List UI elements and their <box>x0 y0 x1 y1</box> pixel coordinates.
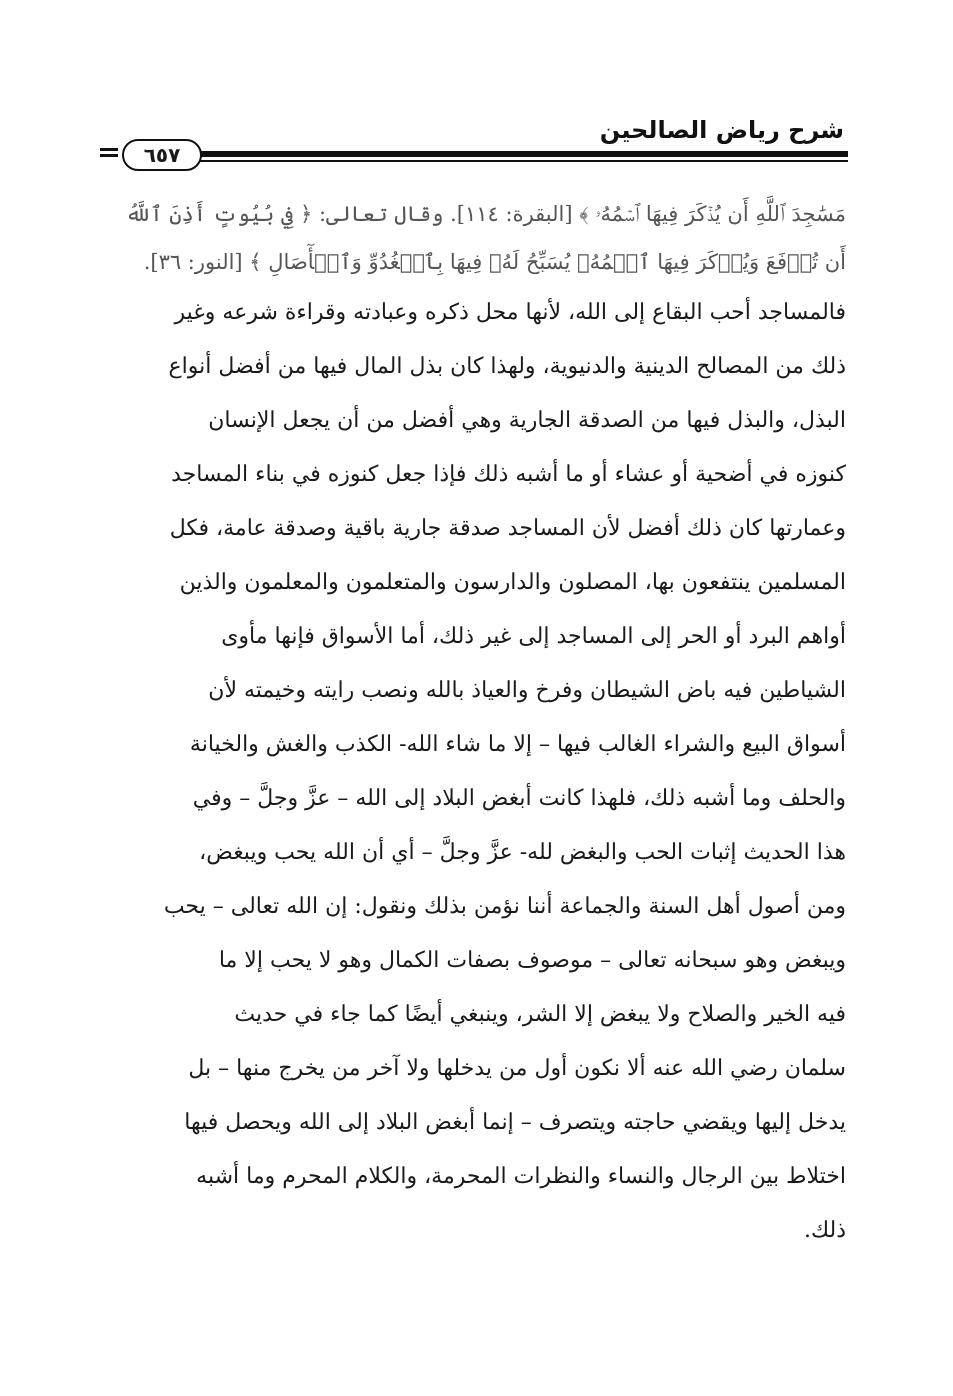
text-line: يدخل إليها ويقضي حاجته ويتصرف – إنما أبغض البلاد إلى الله ويحصل فيها <box>184 1110 846 1135</box>
text-line: ذلك. <box>803 1218 846 1243</box>
text-line: وعمارتها كان ذلك أفضل لأن المساجد صدقة جارية باقية وصدقة عامة، فكل <box>169 516 846 541</box>
page-number-badge <box>100 139 204 169</box>
quran-verses <box>104 190 846 286</box>
body-paragraph <box>104 286 846 1258</box>
page-header <box>100 112 848 174</box>
text-line: والحلف وما أشبه ذلك، فلهذا كانت أبغض البلاد إلى الله – عزَّ وجلَّ – وفي <box>192 786 846 811</box>
text-line: اختلاط بين الرجال والنساء والنظرات المحرمة، والكلام المحرم وما أشبه <box>196 1164 846 1189</box>
text-line: المسلمين ينتفعون بها، المصلون والدارسون والمتعلمون والمعلمون والذين <box>179 570 846 595</box>
text-line: أسواق البيع والشراء الغالب فيها – إلا ما شاء الله- الكذب والغش والخيانة <box>189 732 846 757</box>
text-line: فيه الخير والصلاح ولا يبغض إلا الشر، وينبغي أيضًا كما جاء في حديث <box>234 1002 846 1027</box>
text-line: كنوزه في أضحية أو عشاء أو ما أشبه ذلك فإذا جعل كنوزه في بناء المساجد <box>171 462 846 487</box>
quran-line: أَن تُرۡفَعَ وَيُذۡكَرَ فِيهَا ٱسۡمُهُۥ يُسَبِّحُ لَهُۥ فِيهَا بِٱلۡغُدُوِّ وَٱلۡأٓصَالِ ﴾ [النور: ٣٦]. <box>143 250 846 274</box>
text-line: البذل، والبذل فيها من الصدقة الجارية وهي أفضل من أن يجعل الإنسان <box>208 408 846 433</box>
header-rule-thick <box>200 151 848 157</box>
page-number: ٦٥٧ <box>122 139 202 171</box>
text-line: هذا الحديث إثبات الحب والبغض لله- عزَّ وجلَّ – أي أن الله يحب ويبغض، <box>199 840 846 865</box>
text-line: أواهم البرد أو الحر إلى المساجد إلى غير ذلك، أما الأسواق فإنها مأوى <box>221 624 846 649</box>
page-content <box>104 190 846 1258</box>
text-line: سلمان رضي الله عنه ألا نكون أول من يدخلها ولا آخر من يخرج منها – بل <box>188 1056 846 1081</box>
text-line: ويبغض وهو سبحانه تعالى – موصوف بصفات الكمال وهو لا يحب إلا ما <box>218 948 846 973</box>
header-rule-thin <box>200 160 848 162</box>
text-line: فالمساجد أحب البقاع إلى الله، لأنها محل ذكره وعبادته وقراءة شرعه وغير <box>174 300 846 325</box>
book-title: شرح رياض الصالحين <box>599 116 844 144</box>
text-line: ومن أصول أهل السنة والجماعة أننا نؤمن بذلك ونقول: إن الله تعالى – يحب <box>163 894 846 919</box>
quran-line: مَسَٰجِدَ ٱللَّهِ أَن يُذۡكَرَ فِيهَا ٱسۡمُهُۥ ﴾ [البقرة: ١١٤]. وقال تعالى: ﴿ فِي بُيُوتٍ أَذِنَ ٱللَّهُ <box>125 202 846 226</box>
text-line: ذلك من المصالح الدينية والدنيوية، ولهذا كان بذل المال فيها من أفضل أنواع <box>168 354 846 379</box>
bars-ornament <box>100 148 118 160</box>
text-line: الشياطين فيه باض الشيطان وفرخ والعياذ بالله ونصب رايته وخيمته لأن <box>208 678 846 703</box>
